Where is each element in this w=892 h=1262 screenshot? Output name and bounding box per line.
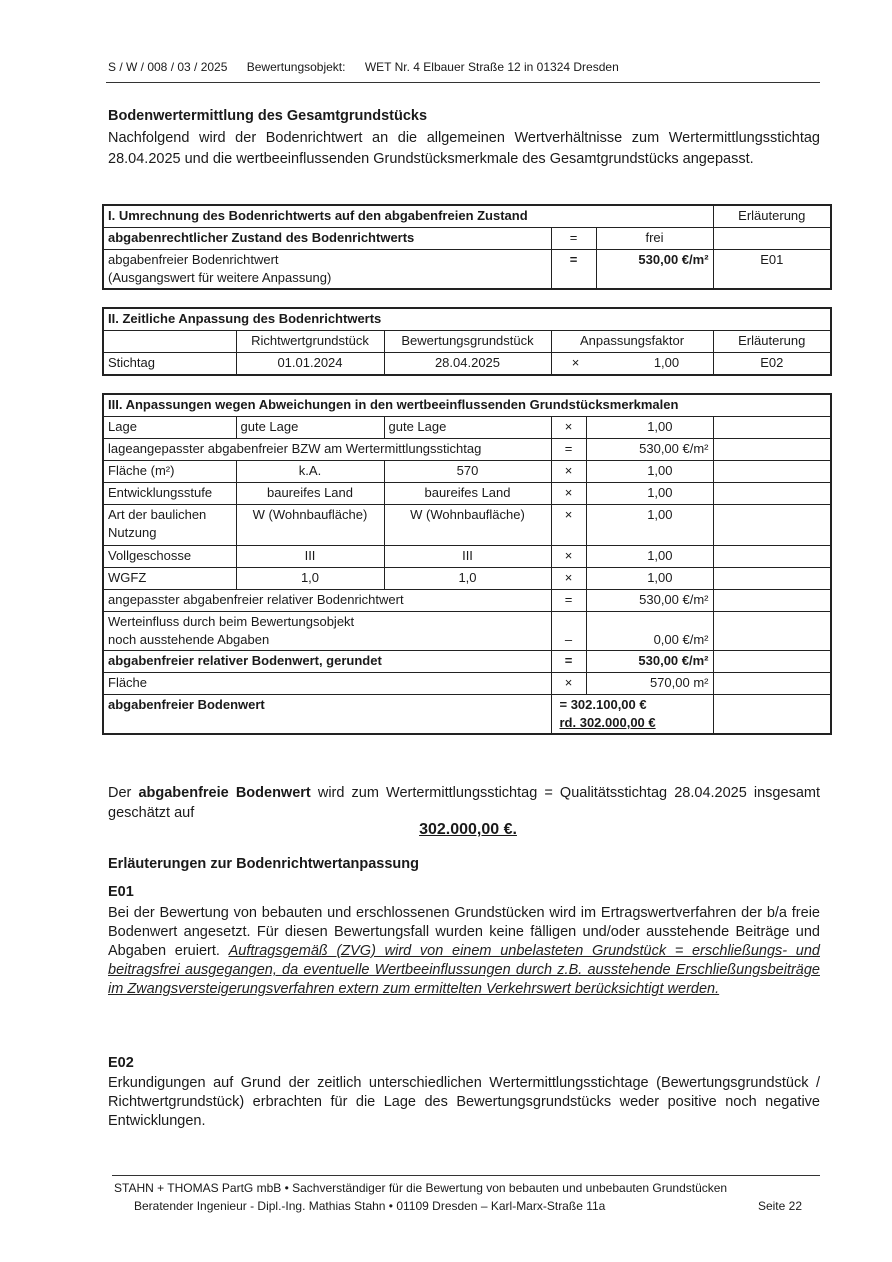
factor-value: 570,00 m² [586,673,713,695]
object-label: Bewertungsobjekt: [246,60,346,74]
operator: × [551,417,586,439]
explanations-title: Erläuterungen zur Bodenrichtwertanpassung [108,856,419,872]
table2-header-factor: Anpassungsfaktor [551,331,713,353]
operator: = [551,439,586,461]
table2-row-label: Stichtag [103,353,236,376]
table1-row2-subtitle: (Ausgangswert für weitere Anpassung) [108,270,332,285]
e02-label: E02 [108,1055,134,1071]
table-row [103,505,831,546]
table2-row-reference: 01.01.2024 [236,353,384,376]
factor-value: 0,00 €/m² [586,612,713,651]
table2-header-note: Erläuterung [713,331,831,353]
factor-value: 1,00 [586,483,713,505]
bodenwert-rounded: rd. 302.000,00 € [559,715,656,730]
table-row [103,417,831,439]
evaluation-value: baureifes Land [384,483,551,505]
table1-row1-label: abgabenrechtlicher Zustand des Bodenrichtwerts [103,228,551,250]
table-row [103,546,831,568]
section-title: Bodenwertermittlung des Gesamtgrundstücks [108,108,428,124]
table1-note-header: Erläuterung [713,205,831,228]
conclusion-text-start: Der [108,785,139,801]
note-cell [713,439,831,461]
footer-line2 [134,1199,806,1213]
table-row [103,651,831,673]
operator: = [551,651,586,673]
table2-row-factor-cell [551,353,713,376]
operator: × [551,546,586,568]
reference-value: gute Lage [236,417,384,439]
operator: × [551,568,586,590]
table-row [103,695,831,735]
reference-value: k.A. [236,461,384,483]
table2-title: II. Zeitliche Anpassung des Bodenrichtwerts [103,308,831,331]
e02-paragraph: Erkundigungen auf Grund der zeitlich unterschiedlichen Wertermittlungsstichtage (Bewertungsgrundstück / Richtwertgrundstück) erbrachten für die Lage des Bewertungsgrundstücks weder positive noch negative Entwicklungen. [108,1075,820,1129]
reference-value: 1,0 [236,568,384,590]
table-conversion [102,204,832,290]
factor-value: 1,00 [586,505,713,546]
operator: × [551,483,586,505]
note-cell [713,505,831,546]
table-row [103,612,831,651]
table2-row-operator: × [571,355,580,370]
table3-title: III. Anpassungen wegen Abweichungen in den wertbeeinflussenden Grundstücksmerkmalen [103,394,831,417]
bodenwert-value: = 302.100,00 € [559,697,647,712]
factor-value: 530,00 €/m² [586,651,713,673]
bodenwert-value-cell [551,695,713,735]
table-row [103,439,831,461]
reference-value: W (Wohnbaufläche) [236,505,384,546]
footer-line1: STAHN + THOMAS PartG mbB • Sachverständiger für die Bewertung von bebauten und unbebauten Grundstücken [114,1181,728,1195]
note-cell [713,417,831,439]
object-description: WET Nr. 4 Elbauer Straße 12 in 01324 Dresden [364,60,619,74]
e01-label: E01 [108,884,134,900]
row-label-line2: noch ausstehende Abgaben [108,632,270,647]
table-row [103,483,831,505]
note-cell [713,546,831,568]
factor-value: 1,00 [586,417,713,439]
note-cell [713,568,831,590]
row-label: Lage [103,417,236,439]
e01-italic-text: Auftragsgemäß (ZVG) wird von einem unbelasteten Grundstück = erschließungs- und beitragsfrei ausgegangen, da eventuelle Wertbeeinflussungen durch z.B. ausstehende Erschließungsbeiträge im Zwangsversteigerungsverfahren extern zum ermittelten Verkehrswert berücksichtigt werden. [108,943,820,997]
total-value: 302.000,00 €. [419,821,517,838]
row-label: abgabenfreier relativer Bodenwert, gerundet [103,651,551,673]
table2-row-note: E02 [713,353,831,376]
factor-value: 530,00 €/m² [586,439,713,461]
reference-value: III [236,546,384,568]
row-label: lageangepasster abgabenfreier BZW am Wertermittlungsstichtag [103,439,551,461]
table1-row1-value: frei [596,228,713,250]
operator: – [551,612,586,651]
document-reference: S / W / 008 / 03 / 2025 [108,60,228,74]
conclusion-paragraph [108,783,820,823]
table-row [103,568,831,590]
evaluation-value: III [384,546,551,568]
evaluation-value: W (Wohnbaufläche) [384,505,551,546]
table2-header-reference: Richtwertgrundstück [236,331,384,353]
reference-value: baureifes Land [236,483,384,505]
table2-row-evaluation: 28.04.2025 [384,353,551,376]
factor-value: 1,00 [586,546,713,568]
factor-value: 1,00 [586,568,713,590]
note-cell [713,673,831,695]
operator: × [551,505,586,546]
row-label: Art der baulichen Nutzung [103,505,236,546]
row-label [103,612,551,651]
conclusion-bold-term: abgabenfreie Bodenwert [138,785,311,801]
note-cell [713,612,831,651]
note-cell [713,695,831,735]
page-number: Seite 22 [757,1199,802,1213]
note-cell [713,590,831,612]
footer-divider [112,1175,820,1176]
note-cell [713,651,831,673]
evaluation-value: gute Lage [384,417,551,439]
conclusion-text-end: wird zum Wertermittlungsstichtag = Qualitätsstichtag 28.04.2025 insgesamt geschätzt auf [108,785,820,821]
operator: × [551,461,586,483]
table-time-adjustment [102,307,832,376]
header-divider [106,82,820,83]
row-label: WGFZ [103,568,236,590]
row-label: abgabenfreier Bodenwert [103,695,551,735]
e01-text: Bei der Bewertung von bebauten und erschlossenen Grundstücken wird im Ertragswertverfahren der b/a freie Bodenwert angesetzt. Für diesen Bewertungsfall wurden keine fälligen und/oder ausstehende Beiträge und Abgaben eruiert. [108,905,820,959]
table1-row2-title: abgabenfreier Bodenrichtwert [108,252,279,267]
evaluation-value: 570 [384,461,551,483]
page-header [108,60,820,74]
factor-value: 530,00 €/m² [586,590,713,612]
footer-address: Beratender Ingenieur - Dipl.-Ing. Mathias Stahn • 01109 Dresden – Karl-Marx-Straße 11a [134,1199,606,1213]
table1-row2-note: E01 [713,250,831,290]
table1-row1-note [713,228,831,250]
operator: = [551,590,586,612]
row-label: Fläche (m²) [103,461,236,483]
table1-title: I. Umrechnung des Bodenrichtwerts auf den abgabenfreien Zustand [103,205,713,228]
note-cell [713,461,831,483]
row-label: angepasster abgabenfreier relativer Bodenrichtwert [103,590,551,612]
row-label: Entwicklungsstufe [103,483,236,505]
row-label-line1: Werteinfluss durch beim Bewertungsobjekt [108,614,355,629]
table1-row1-operator: = [551,228,596,250]
table-row [103,461,831,483]
table2-row-factor: 1,00 [653,355,680,370]
intro-paragraph: Nachfolgend wird der Bodenrichtwert an die allgemeinen Wertverhältnisse zum Wertermittlungsstichtag 28.04.2025 und die wertbeeinflussenden Grundstücksmerkmale des Gesamtgrundstücks angepasst. [108,130,820,167]
note-cell [713,483,831,505]
table1-row2-value: 530,00 €/m² [596,250,713,290]
table2-empty-header [103,331,236,353]
table-row [103,590,831,612]
row-label: Fläche [103,673,551,695]
e01-paragraph [108,904,820,999]
table-row [103,673,831,695]
table-feature-adjustments [102,393,832,735]
table1-row2-operator: = [551,250,596,290]
table2-header-evaluation: Bewertungsgrundstück [384,331,551,353]
table1-row2-label [103,250,551,290]
operator: × [551,673,586,695]
factor-value: 1,00 [586,461,713,483]
evaluation-value: 1,0 [384,568,551,590]
row-label: Vollgeschosse [103,546,236,568]
